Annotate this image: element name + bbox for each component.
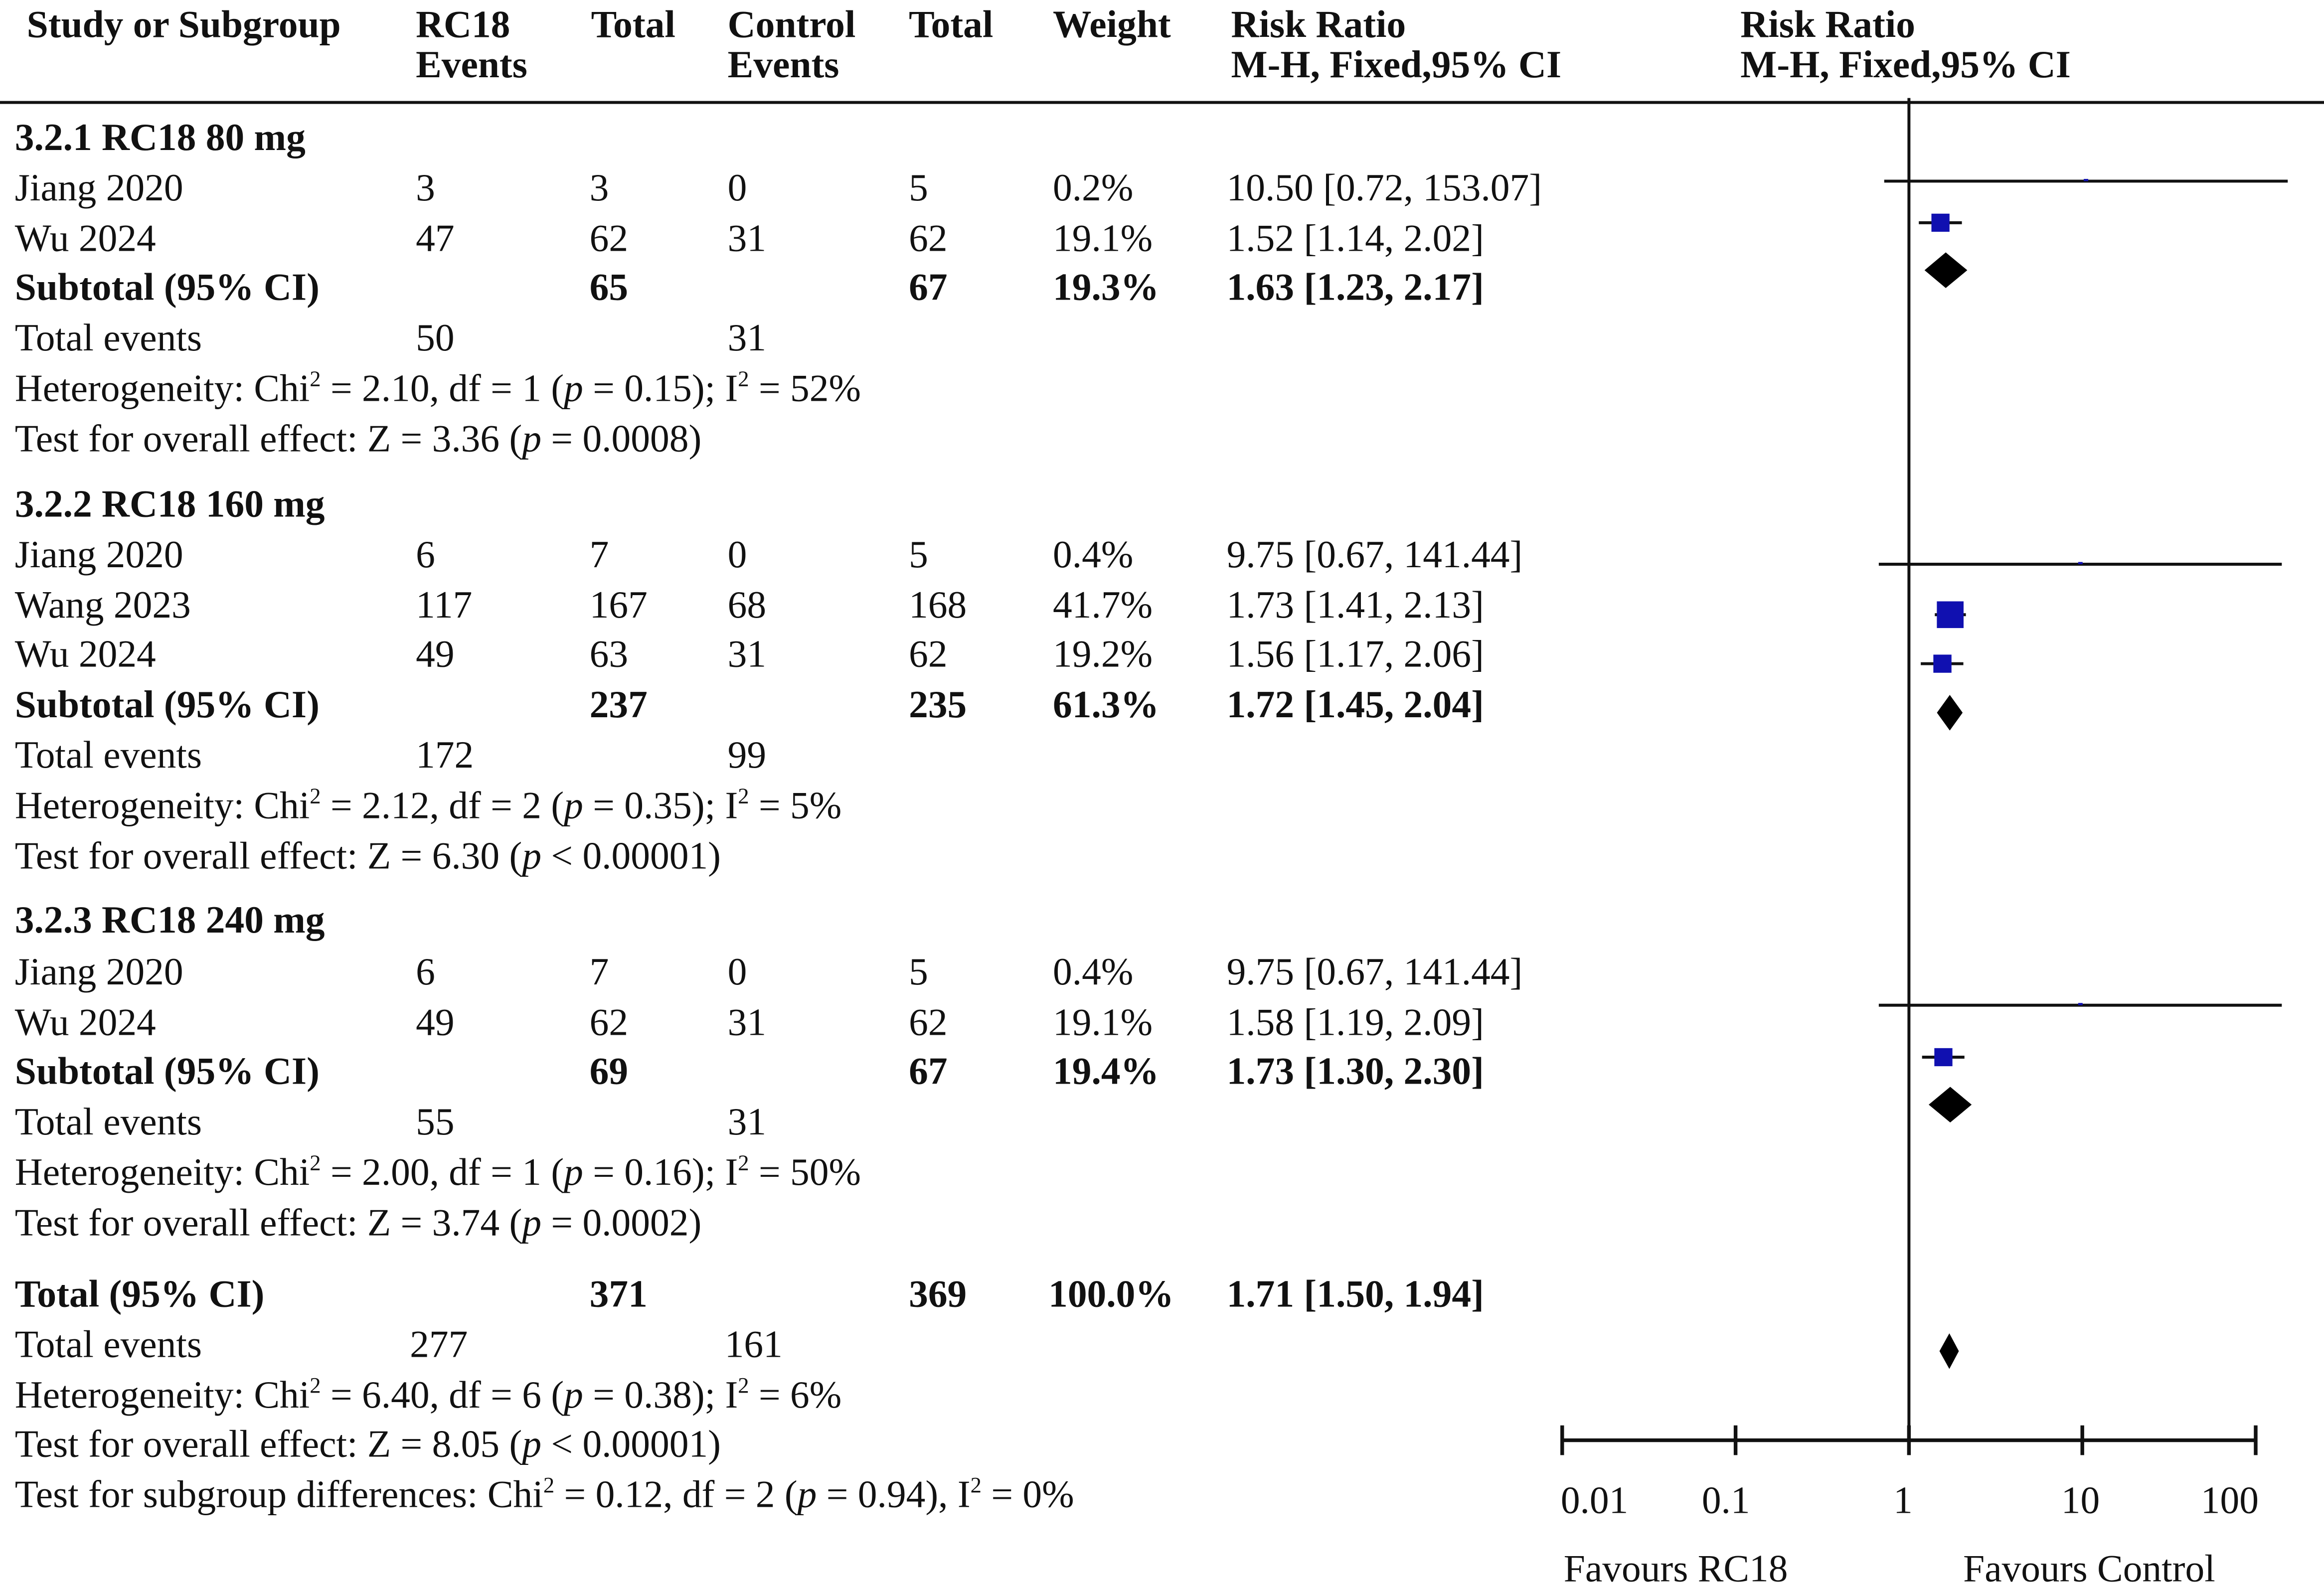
study-weight-square: [1933, 654, 1951, 672]
heterogeneity-text: Heterogeneity: Chi$^2$ = 2.12, df = 2 (p = 0.35); $I^2 = 5\%$: [14, 784, 842, 827]
x-tick-label: 100: [2200, 1478, 2259, 1522]
control-total: 5: [909, 533, 928, 576]
study-name: Wu 2024: [14, 216, 156, 260]
header-control-total: Total: [909, 2, 994, 46]
header-risk-ratio-plot-line1: Risk Ratio: [1740, 2, 1916, 46]
weight: 19.1%: [1053, 216, 1153, 260]
total-rc18-total: 371: [589, 1272, 648, 1316]
x-tick-label: 0.01: [1560, 1478, 1629, 1522]
subtotal-rc18-total: 69: [589, 1050, 629, 1093]
rc18-events: 3: [416, 166, 435, 210]
heterogeneity-text: Heterogeneity: Chi$^2$ = 2.10, df = 1 (p = 0.15); $I^2 = 52\%$: [14, 366, 861, 410]
subtotal-diamond: [1925, 252, 1968, 288]
risk-ratio-ci: 9.75 [0.67, 141.44]: [1226, 950, 1523, 993]
study-name: Wu 2024: [14, 633, 156, 676]
rc18-total: 7: [589, 533, 609, 576]
header-rc18-events-line2: Events: [416, 43, 527, 86]
total-events-control: 31: [727, 1100, 767, 1143]
risk-ratio-ci: 1.52 [1.14, 2.02]: [1226, 216, 1484, 260]
control-events: 0: [727, 950, 747, 993]
subgroup-differences-text: Test for subgroup differences: Chi$^2$ = 0.12, df = 2 (p = 0.94), $I^2 = 0\%$: [14, 1473, 1074, 1516]
subtotal-control-total: 67: [909, 266, 948, 309]
total-events-rc18: 277: [410, 1323, 468, 1366]
study-weight-square: [2078, 1003, 2083, 1005]
total-events-rc18: 55: [416, 1100, 455, 1143]
subtotal-rc18-total: 65: [589, 266, 629, 309]
study-name: Jiang 2020: [14, 533, 183, 576]
total-label: Total (95% CI): [14, 1272, 265, 1316]
subgroup-title: 3.2.3 RC18 240 mg: [14, 898, 325, 942]
control-events: 31: [727, 216, 767, 260]
total-control-total: 369: [909, 1272, 967, 1316]
subtotal-weight: 61.3%: [1053, 683, 1160, 726]
rc18-total: 63: [589, 633, 629, 676]
control-events: 0: [727, 533, 747, 576]
x-tick-label: 0.1: [1701, 1478, 1750, 1522]
rc18-events: 47: [416, 216, 455, 260]
header-study: Study or Subgroup: [26, 2, 341, 46]
rc18-total: 7: [589, 950, 609, 993]
control-total: 62: [909, 1000, 948, 1044]
risk-ratio-ci: 10.50 [0.72, 153.07]: [1226, 166, 1542, 210]
subtotal-control-total: 235: [909, 683, 967, 726]
total-weight: 100.0%: [1048, 1272, 1174, 1316]
risk-ratio-ci: 1.73 [1.41, 2.13]: [1226, 583, 1484, 627]
subtotal-rc18-total: 237: [589, 683, 648, 726]
control-events: 31: [727, 633, 767, 676]
subtotal-weight: 19.3%: [1053, 266, 1160, 309]
risk-ratio-ci: 9.75 [0.67, 141.44]: [1226, 533, 1523, 576]
risk-ratio-ci: 1.58 [1.19, 2.09]: [1226, 1000, 1484, 1044]
weight: 0.4%: [1053, 950, 1134, 993]
study-weight-square: [1937, 601, 1964, 628]
overall-effect-text: Test for overall effect: Z = 8.05 (p < 0.00001): [14, 1422, 721, 1466]
subtotal-control-total: 67: [909, 1050, 948, 1093]
header-control-events-line1: Control: [727, 2, 856, 46]
subtotal-risk-ratio-ci: 1.73 [1.30, 2.30]: [1226, 1050, 1484, 1093]
control-total: 5: [909, 950, 928, 993]
rc18-events: 6: [416, 533, 435, 576]
total-events-label: Total events: [14, 316, 202, 359]
total-events-label: Total events: [14, 733, 202, 777]
subtotal-label: Subtotal (95% CI): [14, 683, 320, 726]
rc18-total: 167: [589, 583, 648, 627]
rc18-total: 62: [589, 1000, 629, 1044]
control-total: 168: [909, 583, 967, 627]
study-name: Wu 2024: [14, 1000, 156, 1044]
rc18-events: 49: [416, 1000, 455, 1044]
subtotal-risk-ratio-ci: 1.72 [1.45, 2.04]: [1226, 683, 1484, 726]
study-name: Jiang 2020: [14, 950, 183, 993]
study-name: Jiang 2020: [14, 166, 183, 210]
rc18-total: 3: [589, 166, 609, 210]
rc18-events: 49: [416, 633, 455, 676]
total-events-control: 31: [727, 316, 767, 359]
weight: 19.2%: [1053, 633, 1153, 676]
rc18-events: 6: [416, 950, 435, 993]
total-diamond: [1940, 1333, 1959, 1369]
study-weight-square: [1934, 1048, 1952, 1066]
overall-effect-text: Test for overall effect: Z = 6.30 (p < 0.00001): [14, 834, 721, 878]
header-rc18-total: Total: [591, 2, 675, 46]
study-name: Wang 2023: [14, 583, 191, 627]
heterogeneity-text: Heterogeneity: Chi$^2$ = 2.00, df = 1 (p = 0.16); $I^2 = 50\%$: [14, 1150, 861, 1194]
subtotal-weight: 19.4%: [1053, 1050, 1160, 1093]
control-events: 0: [727, 166, 747, 210]
subtotal-diamond: [1929, 1087, 1972, 1122]
x-tick-label: 1: [1893, 1478, 1913, 1522]
overall-effect-text: Test for overall effect: Z = 3.74 (p = 0.0002): [14, 1201, 702, 1245]
control-events: 68: [727, 583, 767, 627]
total-events-label: Total events: [14, 1100, 202, 1143]
subtotal-label: Subtotal (95% CI): [14, 266, 320, 309]
study-weight-square: [2084, 179, 2088, 181]
header-risk-ratio-text-line2: M-H, Fixed,95% CI: [1231, 43, 1562, 86]
header-weight: Weight: [1053, 2, 1171, 46]
study-weight-square: [1931, 214, 1949, 232]
favours-control-label: Favours Control: [1963, 1547, 2215, 1590]
total-events-control: 161: [724, 1323, 783, 1366]
subtotal-diamond: [1937, 695, 1963, 730]
control-total: 62: [909, 216, 948, 260]
total-events-label: Total events: [14, 1323, 202, 1366]
favours-rc18-label: Favours RC18: [1563, 1547, 1788, 1590]
subgroup-title: 3.2.1 RC18 80 mg: [14, 116, 306, 159]
study-weight-square: [2078, 562, 2083, 564]
rc18-total: 62: [589, 216, 629, 260]
weight: 0.2%: [1053, 166, 1134, 210]
total-risk-ratio-ci: 1.71 [1.50, 1.94]: [1226, 1272, 1484, 1316]
heterogeneity-text: Heterogeneity: Chi$^2$ = 6.40, df = 6 (p = 0.38); $I^2 = 6\%$: [14, 1373, 842, 1417]
subgroup-title: 3.2.2 RC18 160 mg: [14, 482, 325, 526]
subtotal-risk-ratio-ci: 1.63 [1.23, 2.17]: [1226, 266, 1484, 309]
overall-effect-text: Test for overall effect: Z = 3.36 (p = 0.0008): [14, 417, 702, 461]
header-risk-ratio-text-line1: Risk Ratio: [1231, 2, 1406, 46]
control-events: 31: [727, 1000, 767, 1044]
header-rc18-events-line1: RC18: [416, 2, 510, 46]
control-total: 62: [909, 633, 948, 676]
weight: 0.4%: [1053, 533, 1134, 576]
total-events-rc18: 172: [416, 733, 474, 777]
weight: 41.7%: [1053, 583, 1153, 627]
control-total: 5: [909, 166, 928, 210]
rc18-events: 117: [416, 583, 473, 627]
weight: 19.1%: [1053, 1000, 1153, 1044]
header-control-events-line2: Events: [727, 43, 839, 86]
header-risk-ratio-plot-line2: M-H, Fixed,95% CI: [1740, 43, 2071, 86]
total-events-control: 99: [727, 733, 767, 777]
x-tick-label: 10: [2061, 1478, 2100, 1522]
total-events-rc18: 50: [416, 316, 455, 359]
subtotal-label: Subtotal (95% CI): [14, 1050, 320, 1093]
risk-ratio-ci: 1.56 [1.17, 2.06]: [1226, 633, 1484, 676]
